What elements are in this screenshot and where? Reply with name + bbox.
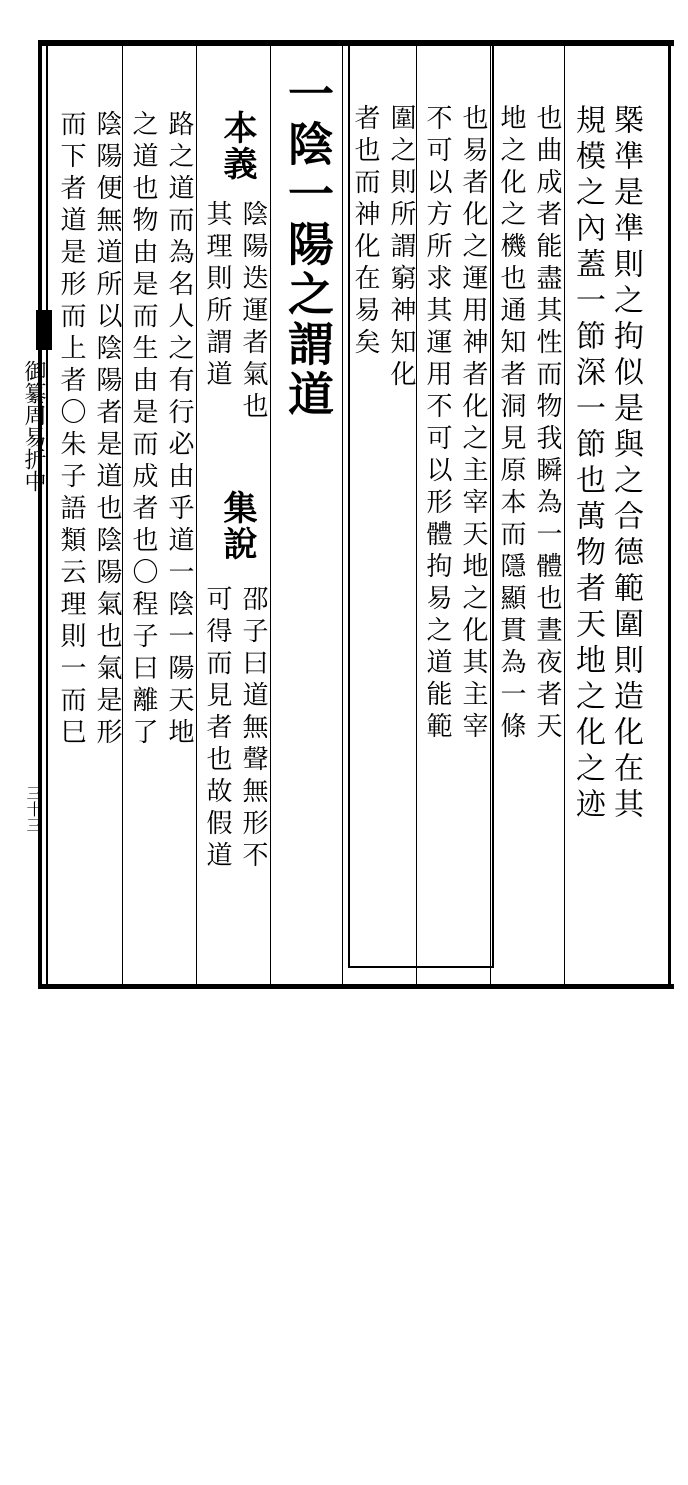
text-column: 陰陽迭運者氣也 bbox=[238, 200, 268, 424]
text-column: 也易者化之運用神者化之主宰天地之化其主宰 bbox=[458, 104, 488, 744]
text-column: 邵子曰道無聲無形不 bbox=[238, 585, 268, 873]
column-divider bbox=[342, 46, 343, 984]
text-column: 地之化之機也通知者洞見原本而隱顯貫為一條 bbox=[496, 104, 526, 744]
margin-title: 御纂周易折中 bbox=[21, 360, 46, 492]
text-column: 規模之內蓋一節深一節也萬物者天地之化之迹 bbox=[570, 104, 605, 824]
column-divider bbox=[196, 46, 197, 984]
page-number: 三十三 bbox=[24, 785, 43, 833]
black-tab bbox=[36, 310, 52, 350]
text-column: 不可以方所求其運用不可以形體拘易之道能範 bbox=[422, 104, 452, 744]
inner-left-border bbox=[46, 46, 48, 984]
text-column: 者也而神化在易矣 bbox=[350, 104, 380, 360]
right-border bbox=[668, 40, 671, 989]
text-column: 槩凖是凖則之拘似是與之合德範圍則造化在其 bbox=[608, 104, 643, 824]
annotation-label: 本義 bbox=[217, 110, 257, 182]
text-column: 而下者道是形而上者〇朱子語類云理則一而巳 bbox=[56, 110, 86, 750]
text-column: 陰陽便無道所以陰陽者是道也陰陽氣也氣是形 bbox=[92, 110, 122, 750]
text-column: 路之道而為名人之有行必由乎道一陰一陽天地 bbox=[164, 110, 194, 750]
column-divider bbox=[270, 46, 271, 984]
text-column: 可得而見者也故假道 bbox=[202, 585, 232, 873]
annotation-label: 集說 bbox=[217, 490, 257, 562]
section-heading: 一陰一陽之謂道 bbox=[281, 70, 335, 420]
text-column: 之道也物由是而生由是而成者也〇程子曰離了 bbox=[128, 110, 158, 750]
column-divider bbox=[564, 46, 565, 984]
text-column: 也曲成者能盡其性而物我瞬為一體也晝夜者天 bbox=[532, 104, 562, 744]
left-border bbox=[38, 40, 42, 989]
text-column: 其理則所謂道 bbox=[202, 200, 232, 392]
text-column: 圍之則所謂窮神知化 bbox=[386, 104, 416, 392]
